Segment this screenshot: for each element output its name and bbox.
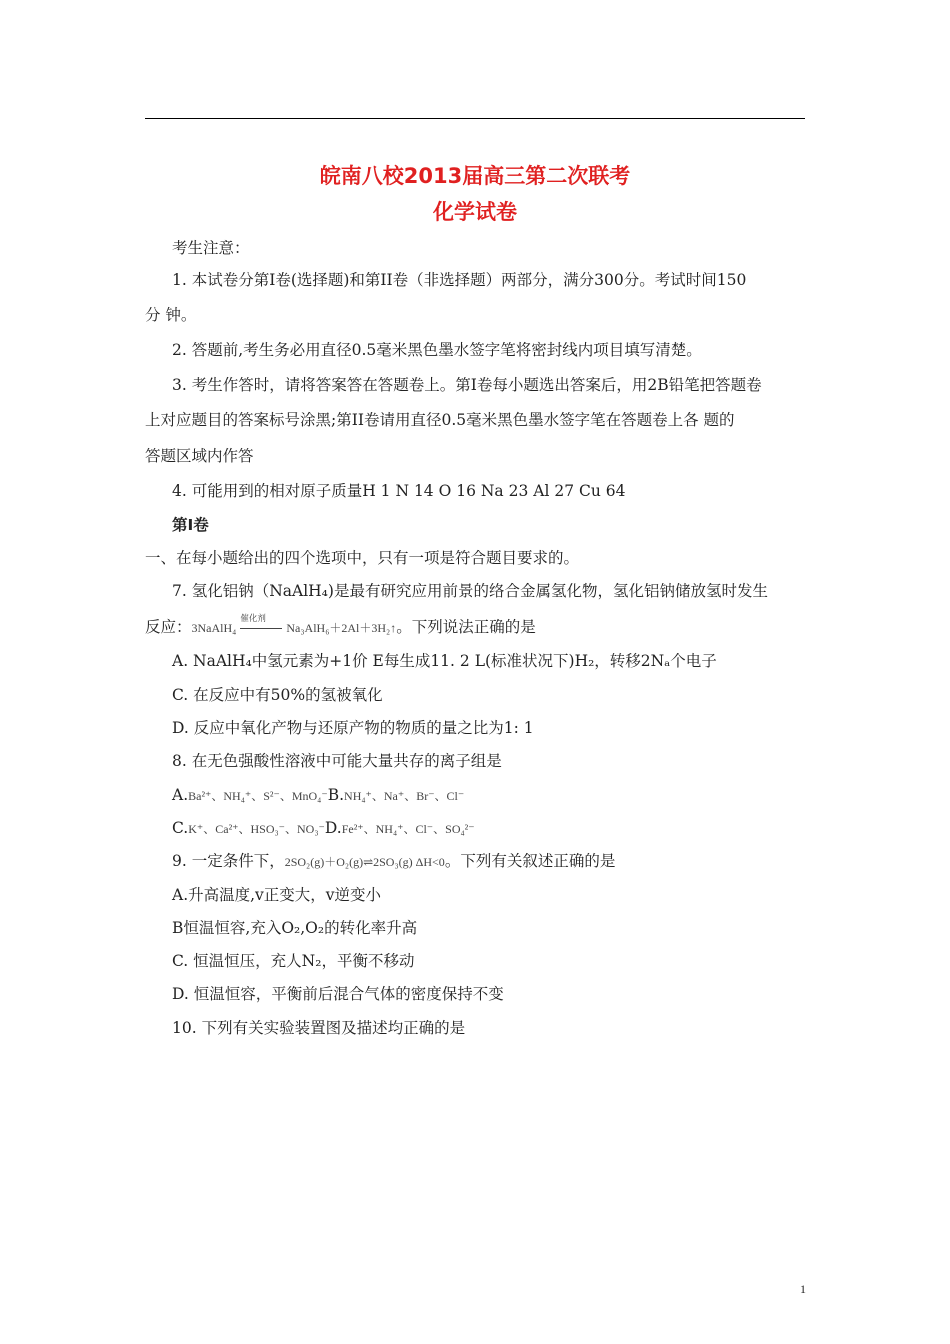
page-number: 1 [800,1282,806,1296]
q7-option-d: D. 反应中氧化产物与还原产物的物质的量之比为1: 1 [172,719,534,737]
q9-stem-prefix: 9. 一定条件下， [172,852,285,870]
q9-option-a: A.升高温度,v正变大，v逆变小 [172,886,382,904]
q7-equation-right: Na₃AlH₆＋2Al＋3H₂↑ [286,621,397,635]
note-line-2: 分 钟。 [145,306,197,324]
q8-option-d-label: D. [324,819,342,837]
q8-options-cd [172,818,475,839]
section-heading: 第Ⅰ卷 [172,516,209,534]
q8-option-a-label: A. [172,786,189,804]
q7-stem-line-2 [145,614,536,639]
exam-title: 皖南八校2013届高三第二次联考 [319,164,631,188]
q7-stem-prefix: 反应： [145,618,192,636]
note-line-7: 4. 可能用到的相对原子质量H 1 N 14 O 16 Na 23 Al 27 Cu 64 [172,482,626,500]
q8-option-b-ions: NH₄⁺、Na⁺、Br⁻、Cl⁻ [344,789,465,803]
q8-option-b-label: B. [327,786,345,804]
q8-options-ab [172,785,464,806]
q7-equation-left: 3NaAlH₄ [191,621,237,635]
notice-heading: 考生注意： [172,239,250,257]
q9-stem-suffix: 。下列有关叙述正确的是 [444,852,616,870]
q9-option-c: C. 恒温恒压，充人N₂，平衡不移动 [172,952,415,970]
catalyst-label: 催化剂 [240,614,266,624]
note-line-3: 2. 答题前,考生务必用直径0.5毫米黑色墨水签字笔将密封线内项目填写清楚。 [172,341,702,359]
q8-stem: 8. 在无色强酸性溶液中可能大量共存的离子组是 [172,752,502,770]
section-instruction: 一、在每小题给出的四个选项中，只有一项是符合题目要求的。 [145,549,580,567]
q9-option-b: B恒温恒容,充入O₂,O₂的转化率升高 [172,919,418,937]
header-rule [145,118,805,119]
q7-stem-suffix: 。下列说法正确的是 [396,618,536,636]
q9-equation: 2SO₂(g)＋O₂(g)⇌2SO₃(g) ΔH<0 [284,855,445,869]
catalyst-arrow [236,614,286,639]
note-line-1: 1. 本试卷分第Ⅰ卷(选择题)和第II卷（非选择题）两部分，满分300分。考试时间150 [172,271,747,289]
q7-stem-line-1: 7. 氢化铝钠（NaAlH₄)是最有研究应用前景的络合金属氢化物，氢化铝钠储放氢时发生 [172,582,768,600]
q10-stem: 10. 下列有关实验装置图及描述均正确的是 [172,1019,466,1037]
exam-subtitle: 化学试卷 [433,200,517,224]
q8-option-d-ions: Fe²⁺、NH₄⁺、Cl⁻、SO₄²⁻ [341,822,475,836]
q8-option-c-label: C. [172,819,189,837]
q9-stem [172,851,615,872]
q7-option-c: C. 在反应中有50%的氢被氧化 [172,686,383,704]
q8-option-c-ions: K⁺、Ca²⁺、HSO₃⁻、NO₃⁻ [188,822,325,836]
q8-option-a-ions: Ba²⁺、NH₄⁺、S²⁻、MnO₄⁻ [188,789,328,803]
note-line-5: 上对应题目的答案标号涂黑;第II卷请用直径0.5毫米黑色墨水签字笔在答题卷上各 题的 [145,411,735,429]
q7-option-a: A. NaAlH₄中氢元素为+1价 E每生成11. 2 L(标准状况下)H₂，转移2Nₐ个电子 [172,652,717,670]
note-line-4: 3. 考生作答时，请将答案答在答题卷上。第Ⅰ卷每小题选出答案后，用2B铅笔把答题卷 [172,376,762,394]
q9-option-d: D. 恒温恒容，平衡前后混合气体的密度保持不变 [172,985,504,1003]
note-line-6: 答题区域内作答 [145,447,254,465]
